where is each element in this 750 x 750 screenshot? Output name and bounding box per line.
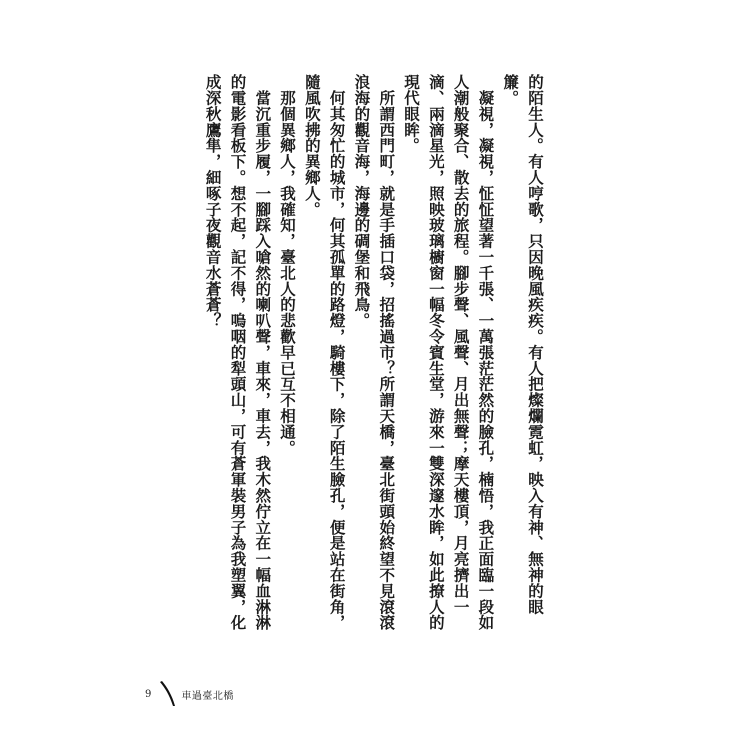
page-number: 9 [145, 688, 152, 700]
brush-stroke-icon [157, 680, 177, 708]
book-title: 車過臺北橋 [181, 690, 234, 702]
paragraph-5: 那個異鄉人，我確知，臺北人的悲歡早已互不相通。 [278, 74, 298, 456]
vertical-text-body [175, 74, 547, 634]
paragraph-1: 的陌生人。有人哼歌，只因晚風疾疾。有人把燦爛霓虹，映入有神、無神的眼簾。 [501, 74, 545, 615]
paragraph-6: 當沉重步履，一腳踩入嗆然的喇叭聲，車來，車去，我木然佇立在一幅血淋淋的電影看板下。想不起，記不得，嗚咽的犁頭山，可有蒼軍裝男子為我塑翼，化成深秋鷹隼，細啄子夜觀音水蒼蒼？ [203, 74, 273, 631]
paragraph-2: 凝視，凝視，怔怔望著一千張、一萬張茫茫然的臉孔，楠悟，我正面臨一段如人潮般聚合、散去的旅程。腳步聲、風聲、月出無聲；摩天樓頂，月亮擠出一滴、兩滴星光，照映玻璃櫥窗一幅冬令賓生堂，游來一雙深邃水眸，如此撩人的現代眼眸。 [402, 74, 496, 631]
paragraph-4: 何其匆忙的城市，何其孤單的路燈，騎樓下，除了陌生臉孔，便是站在街角，隨風吹拂的異鄉人。 [302, 74, 347, 631]
paragraph-3: 所謂西門町，就是手插口袋，招搖過市？所謂天橋，臺北街頭始終望不見滾滾浪海的觀音海，海邊的碉堡和飛鳥。 [352, 74, 397, 631]
page-footer [145, 680, 234, 708]
